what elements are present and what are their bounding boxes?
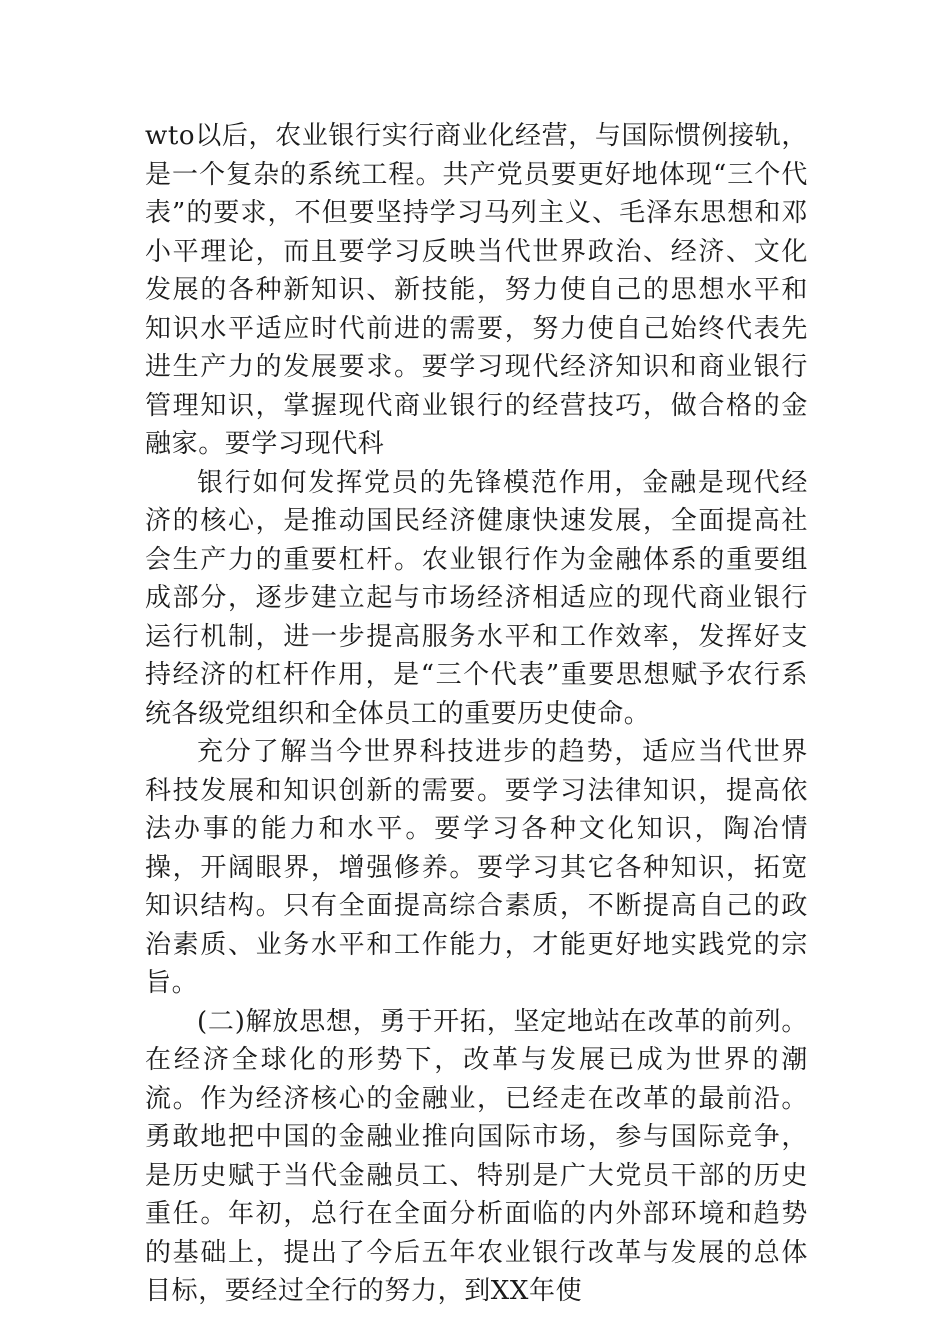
paragraph-3: 充分了解当今世界科技进步的趋势，适应当代世界科技发展和知识创新的需要。要学习法律知识，提高依法办事的能力和水平。要学习各种文化知识，陶冶情操，开阔眼界，增强修养。要学习其它各种知识，拓宽知识结构。只有全面提高综合素质，不断提高自己的政治素质、业务水平和工作能力，才能更好地实践党的宗旨。 xyxy=(145,737,808,998)
paragraph-1: wto以后，农业银行实行商业化经营，与国际惯例接轨，是一个复杂的系统工程。共产党员要更好地体现“三个代表”的要求，不但要坚持学习马列主义、毛泽东思想和邓小平理论，而且要学习反映当代世界政治、经济、文化发展的各种新知识、新技能，努力使自己的思想水平和知识水平适应时代前进的需要，努力使自己始终代表先进生产力的发展要求。要学习现代经济知识和商业银行管理知识，掌握现代商业银行的经营技巧，做合格的金融家。要学习现代科 xyxy=(145,121,808,459)
paragraph-2: 银行如何发挥党员的先锋模范作用，金融是现代经济的核心，是推动国民经济健康快速发展，全面提高社会生产力的重要杠杆。农业银行作为金融体系的重要组成部分，逐步建立起与市场经济相适应的现代商业银行运行机制，进一步提高服务水平和工作效率，发挥好支持经济的杠杆作用，是“三个代表”重要思想赋予农行系统各级党组织和全体员工的重要历史使命。 xyxy=(145,467,808,729)
paragraph-4: (二)解放思想，勇于开拓，坚定地站在改革的前列。在经济全球化的形势下，改革与发展已成为世界的潮流。作为经济核心的金融业，已经走在改革的最前沿。勇敢地把中国的金融业推向国际市场，参与国际竞争，是历史赋于当代金融员工、特别是广大党员干部的历史重任。年初，总行在全面分析面临的内外部环境和趋势的基础上，提出了今后五年农业银行改革与发展的总体目标，要经过全行的努力，到XX年使 xyxy=(145,1006,808,1306)
document-body xyxy=(145,117,808,1311)
